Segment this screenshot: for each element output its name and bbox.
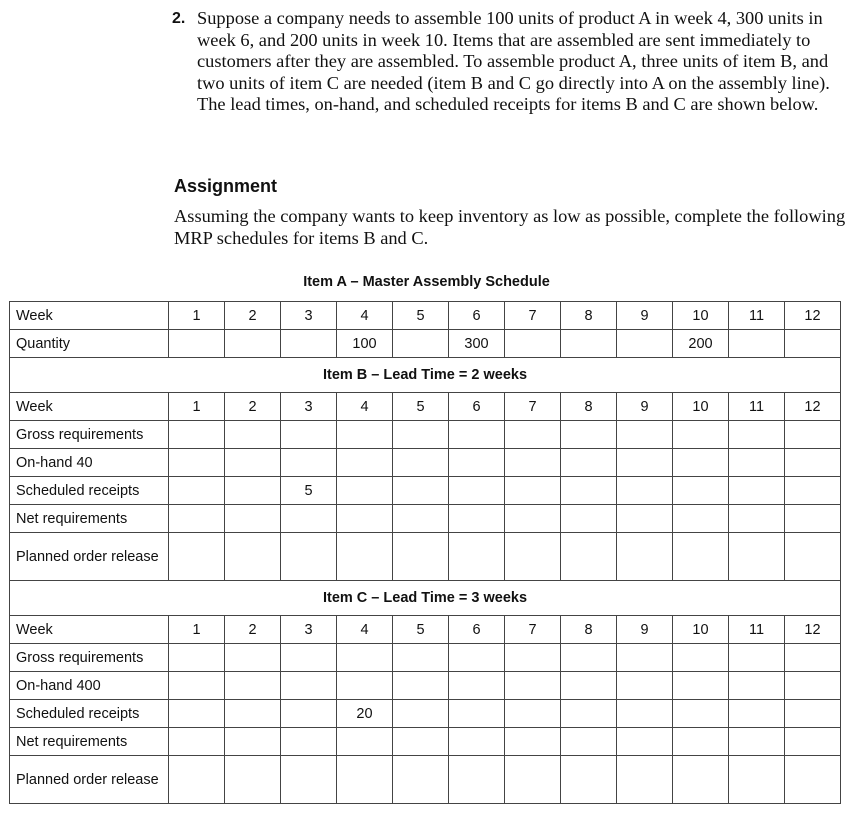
item-a-quantity-cell-week-8[interactable] — [561, 330, 617, 358]
item-b-onhand-cell-week-12[interactable] — [785, 449, 841, 477]
item-c-por-cell-week-4[interactable] — [337, 756, 393, 804]
item-b-scheduled-cell-week-1[interactable] — [169, 477, 225, 505]
item-b-gross-row — [10, 421, 841, 449]
item-b-title: Item B – Lead Time = 2 weeks — [10, 358, 841, 393]
item-c-week-label: Week — [10, 616, 169, 644]
item-b-por-row — [10, 533, 841, 581]
item-b-por-cell-week-11[interactable] — [729, 533, 785, 581]
item-c-gross-cell-week-12[interactable] — [785, 644, 841, 672]
item-c-por-cell-week-7[interactable] — [505, 756, 561, 804]
item-b-gross-cell-week-1[interactable] — [169, 421, 225, 449]
item-b-gross-cell-week-2[interactable] — [225, 421, 281, 449]
item-c-por-cell-week-8[interactable] — [561, 756, 617, 804]
problem-number: 2. — [172, 10, 186, 27]
item-b-net-cell-week-12[interactable] — [785, 505, 841, 533]
item-b-gross-cell-week-4[interactable] — [337, 421, 393, 449]
item-b-week-9: 9 — [617, 393, 673, 421]
item-c-week-10: 10 — [673, 616, 729, 644]
item-b-gross-cell-week-11[interactable] — [729, 421, 785, 449]
item-a-week-6: 6 — [449, 302, 505, 330]
item-b-week-label: Week — [10, 393, 169, 421]
item-b-onhand-cell-week-11[interactable] — [729, 449, 785, 477]
item-b-onhand-cell-week-3[interactable] — [281, 449, 337, 477]
item-b-week-3: 3 — [281, 393, 337, 421]
item-a-quantity-cell-week-2[interactable] — [225, 330, 281, 358]
item-c-onhand-cell-week-12[interactable] — [785, 672, 841, 700]
item-b-scheduled-cell-week-11[interactable] — [729, 477, 785, 505]
item-c-gross-cell-week-8[interactable] — [561, 644, 617, 672]
item-b-onhand-row — [10, 449, 841, 477]
item-a-week-row — [10, 302, 841, 330]
item-b-scheduled-cell-week-7[interactable] — [505, 477, 561, 505]
item-b-gross-cell-week-7[interactable] — [505, 421, 561, 449]
item-a-week-4: 4 — [337, 302, 393, 330]
item-b-por-cell-week-9[interactable] — [617, 533, 673, 581]
item-c-por-cell-week-6[interactable] — [449, 756, 505, 804]
item-c-por-label: Planned order release — [10, 756, 169, 804]
item-b-onhand-cell-week-2[interactable] — [225, 449, 281, 477]
item-c-week-6: 6 — [449, 616, 505, 644]
item-c-net-cell-week-9[interactable] — [617, 728, 673, 756]
item-b-por-label: Planned order release — [10, 533, 169, 581]
item-c-por-cell-week-5[interactable] — [393, 756, 449, 804]
item-c-title-row — [10, 581, 841, 616]
item-a-quantity-cell-week-5[interactable] — [393, 330, 449, 358]
item-c-onhand-cell-week-4[interactable] — [337, 672, 393, 700]
item-c-por-cell-week-11[interactable] — [729, 756, 785, 804]
item-b-onhand-cell-week-10[interactable] — [673, 449, 729, 477]
item-b-net-row — [10, 505, 841, 533]
item-c-scheduled-cell-week-9[interactable] — [617, 700, 673, 728]
item-b-week-1: 1 — [169, 393, 225, 421]
item-c-scheduled-cell-week-7[interactable] — [505, 700, 561, 728]
item-b-scheduled-label: Scheduled receipts — [10, 477, 169, 505]
item-c-week-4: 4 — [337, 616, 393, 644]
item-b-net-cell-week-7[interactable] — [505, 505, 561, 533]
item-a-week-5: 5 — [393, 302, 449, 330]
item-b-por-cell-week-10[interactable] — [673, 533, 729, 581]
item-b-week-7: 7 — [505, 393, 561, 421]
item-a-week-7: 7 — [505, 302, 561, 330]
item-b-gross-cell-week-5[interactable] — [393, 421, 449, 449]
item-c-week-7: 7 — [505, 616, 561, 644]
item-c-scheduled-cell-week-8[interactable] — [561, 700, 617, 728]
item-b-scheduled-cell-week-12[interactable] — [785, 477, 841, 505]
item-c-net-cell-week-8[interactable] — [561, 728, 617, 756]
item-b-gross-label: Gross requirements — [10, 421, 169, 449]
item-b-net-cell-week-11[interactable] — [729, 505, 785, 533]
item-c-scheduled-cell-week-2[interactable] — [225, 700, 281, 728]
item-b-gross-cell-week-6[interactable] — [449, 421, 505, 449]
item-c-onhand-cell-week-7[interactable] — [505, 672, 561, 700]
item-c-gross-cell-week-9[interactable] — [617, 644, 673, 672]
item-a-week-label: Week — [10, 302, 169, 330]
item-b-net-cell-week-4[interactable] — [337, 505, 393, 533]
item-c-por-row — [10, 756, 841, 804]
item-b-net-label: Net requirements — [10, 505, 169, 533]
item-b-gross-cell-week-12[interactable] — [785, 421, 841, 449]
item-c-week-12: 12 — [785, 616, 841, 644]
item-c-gross-cell-week-2[interactable] — [225, 644, 281, 672]
item-c-scheduled-cell-week-5[interactable] — [393, 700, 449, 728]
item-b-onhand-cell-week-9[interactable] — [617, 449, 673, 477]
item-a-title: Item A – Master Assembly Schedule — [303, 274, 550, 290]
item-a-quantity-row — [10, 330, 841, 358]
item-c-gross-cell-week-10[interactable] — [673, 644, 729, 672]
item-c-por-cell-week-12[interactable] — [785, 756, 841, 804]
item-b-gross-cell-week-8[interactable] — [561, 421, 617, 449]
item-b-por-cell-week-3[interactable] — [281, 533, 337, 581]
item-c-week-8: 8 — [561, 616, 617, 644]
item-a-week-2: 2 — [225, 302, 281, 330]
item-b-net-cell-week-8[interactable] — [561, 505, 617, 533]
item-c-net-cell-week-7[interactable] — [505, 728, 561, 756]
item-c-onhand-cell-week-8[interactable] — [561, 672, 617, 700]
item-c-scheduled-row — [10, 700, 841, 728]
item-b-onhand-cell-week-6[interactable] — [449, 449, 505, 477]
item-b-scheduled-cell-week-3[interactable]: 5 — [281, 477, 337, 505]
item-a-week-10: 10 — [673, 302, 729, 330]
item-b-gross-cell-week-9[interactable] — [617, 421, 673, 449]
item-b-gross-cell-week-3[interactable] — [281, 421, 337, 449]
item-a-quantity-cell-week-11[interactable] — [729, 330, 785, 358]
item-c-scheduled-cell-week-4[interactable]: 20 — [337, 700, 393, 728]
item-b-onhand-cell-week-5[interactable] — [393, 449, 449, 477]
item-c-gross-cell-week-4[interactable] — [337, 644, 393, 672]
item-b-net-cell-week-3[interactable] — [281, 505, 337, 533]
item-c-onhand-cell-week-2[interactable] — [225, 672, 281, 700]
item-c-por-cell-week-2[interactable] — [225, 756, 281, 804]
item-c-net-cell-week-11[interactable] — [729, 728, 785, 756]
item-b-gross-cell-week-10[interactable] — [673, 421, 729, 449]
item-b-onhand-label: On-hand 40 — [10, 449, 169, 477]
item-c-scheduled-label: Scheduled receipts — [10, 700, 169, 728]
item-c-title: Item C – Lead Time = 3 weeks — [10, 581, 841, 616]
item-c-onhand-cell-week-6[interactable] — [449, 672, 505, 700]
item-c-week-3: 3 — [281, 616, 337, 644]
item-c-scheduled-cell-week-6[interactable] — [449, 700, 505, 728]
item-b-por-cell-week-4[interactable] — [337, 533, 393, 581]
item-b-scheduled-cell-week-4[interactable] — [337, 477, 393, 505]
item-b-onhand-cell-week-8[interactable] — [561, 449, 617, 477]
item-c-net-cell-week-2[interactable] — [225, 728, 281, 756]
assignment-heading: Assignment — [174, 176, 278, 196]
item-b-por-cell-week-8[interactable] — [561, 533, 617, 581]
item-c-gross-cell-week-11[interactable] — [729, 644, 785, 672]
item-b-net-cell-week-2[interactable] — [225, 505, 281, 533]
item-c-net-label: Net requirements — [10, 728, 169, 756]
item-a-quantity-cell-week-9[interactable] — [617, 330, 673, 358]
item-a-week-9: 9 — [617, 302, 673, 330]
item-b-onhand-cell-week-4[interactable] — [337, 449, 393, 477]
item-b-por-cell-week-1[interactable] — [169, 533, 225, 581]
item-c-gross-cell-week-3[interactable] — [281, 644, 337, 672]
item-c-net-cell-week-3[interactable] — [281, 728, 337, 756]
item-c-onhand-cell-week-11[interactable] — [729, 672, 785, 700]
item-c-gross-cell-week-6[interactable] — [449, 644, 505, 672]
item-b-por-cell-week-12[interactable] — [785, 533, 841, 581]
item-b-por-cell-week-7[interactable] — [505, 533, 561, 581]
item-b-scheduled-cell-week-5[interactable] — [393, 477, 449, 505]
item-b-title-row — [10, 358, 841, 393]
item-c-net-cell-week-10[interactable] — [673, 728, 729, 756]
item-b-net-cell-week-5[interactable] — [393, 505, 449, 533]
item-b-scheduled-cell-week-10[interactable] — [673, 477, 729, 505]
item-c-gross-cell-week-5[interactable] — [393, 644, 449, 672]
item-a-quantity-cell-week-12[interactable] — [785, 330, 841, 358]
item-a-quantity-cell-week-6[interactable]: 300 — [449, 330, 505, 358]
item-b-por-cell-week-5[interactable] — [393, 533, 449, 581]
assignment-text: Assuming the company wants to keep inventory as low as possible, complete the following MRP schedules for items B and C. — [174, 206, 846, 248]
item-c-net-cell-week-5[interactable] — [393, 728, 449, 756]
problem-statement — [172, 8, 844, 116]
item-c-week-9: 9 — [617, 616, 673, 644]
item-c-net-cell-week-6[interactable] — [449, 728, 505, 756]
item-b-week-2: 2 — [225, 393, 281, 421]
mrp-table — [9, 301, 841, 804]
item-b-onhand-cell-week-7[interactable] — [505, 449, 561, 477]
item-b-net-cell-week-1[interactable] — [169, 505, 225, 533]
item-b-week-6: 6 — [449, 393, 505, 421]
item-b-week-8: 8 — [561, 393, 617, 421]
item-b-week-row — [10, 393, 841, 421]
item-a-quantity-label: Quantity — [10, 330, 169, 358]
item-b-net-cell-week-6[interactable] — [449, 505, 505, 533]
item-c-scheduled-cell-week-10[interactable] — [673, 700, 729, 728]
item-c-onhand-cell-week-5[interactable] — [393, 672, 449, 700]
item-c-net-cell-week-12[interactable] — [785, 728, 841, 756]
item-a-quantity-cell-week-4[interactable]: 100 — [337, 330, 393, 358]
item-c-por-cell-week-9[interactable] — [617, 756, 673, 804]
item-c-week-2: 2 — [225, 616, 281, 644]
item-b-week-12: 12 — [785, 393, 841, 421]
item-c-onhand-row — [10, 672, 841, 700]
item-c-gross-cell-week-7[interactable] — [505, 644, 561, 672]
item-a-week-11: 11 — [729, 302, 785, 330]
item-b-scheduled-cell-week-6[interactable] — [449, 477, 505, 505]
item-c-scheduled-cell-week-12[interactable] — [785, 700, 841, 728]
item-c-week-11: 11 — [729, 616, 785, 644]
item-b-por-cell-week-2[interactable] — [225, 533, 281, 581]
item-c-onhand-label: On-hand 400 — [10, 672, 169, 700]
item-a-quantity-cell-week-1[interactable] — [169, 330, 225, 358]
item-c-gross-row — [10, 644, 841, 672]
item-c-scheduled-cell-week-1[interactable] — [169, 700, 225, 728]
item-b-por-cell-week-6[interactable] — [449, 533, 505, 581]
problem-text: Suppose a company needs to assemble 100 units of product A in week 4, 300 units in week 6, and 200 units in week 10. Items that are assembled are sent immediately to customers after they are assembled. To assemble product A, three units of item B, and two units of item C are needed (item B and C go directly into A on the assembly line). The lead times, on-hand, and scheduled receipts for items B and C are shown below. — [197, 8, 830, 114]
item-c-por-cell-week-1[interactable] — [169, 756, 225, 804]
item-c-week-1: 1 — [169, 616, 225, 644]
item-b-scheduled-cell-week-8[interactable] — [561, 477, 617, 505]
item-a-week-1: 1 — [169, 302, 225, 330]
item-c-week-5: 5 — [393, 616, 449, 644]
item-b-net-cell-week-9[interactable] — [617, 505, 673, 533]
item-c-onhand-cell-week-3[interactable] — [281, 672, 337, 700]
item-b-onhand-cell-week-1[interactable] — [169, 449, 225, 477]
item-c-gross-label: Gross requirements — [10, 644, 169, 672]
item-b-scheduled-cell-week-2[interactable] — [225, 477, 281, 505]
item-c-scheduled-cell-week-11[interactable] — [729, 700, 785, 728]
item-c-onhand-cell-week-10[interactable] — [673, 672, 729, 700]
item-b-scheduled-cell-week-9[interactable] — [617, 477, 673, 505]
item-c-por-cell-week-10[interactable] — [673, 756, 729, 804]
item-b-week-10: 10 — [673, 393, 729, 421]
item-a-quantity-cell-week-3[interactable] — [281, 330, 337, 358]
item-b-scheduled-row — [10, 477, 841, 505]
item-c-net-row — [10, 728, 841, 756]
item-c-onhand-cell-week-9[interactable] — [617, 672, 673, 700]
item-c-gross-cell-week-1[interactable] — [169, 644, 225, 672]
item-c-por-cell-week-3[interactable] — [281, 756, 337, 804]
item-b-net-cell-week-10[interactable] — [673, 505, 729, 533]
item-c-scheduled-cell-week-3[interactable] — [281, 700, 337, 728]
item-b-week-4: 4 — [337, 393, 393, 421]
item-a-week-3: 3 — [281, 302, 337, 330]
item-a-quantity-cell-week-10[interactable]: 200 — [673, 330, 729, 358]
item-a-week-8: 8 — [561, 302, 617, 330]
item-c-net-cell-week-1[interactable] — [169, 728, 225, 756]
item-a-quantity-cell-week-7[interactable] — [505, 330, 561, 358]
item-c-week-row — [10, 616, 841, 644]
item-b-week-11: 11 — [729, 393, 785, 421]
item-c-net-cell-week-4[interactable] — [337, 728, 393, 756]
item-c-onhand-cell-week-1[interactable] — [169, 672, 225, 700]
item-a-week-12: 12 — [785, 302, 841, 330]
item-b-week-5: 5 — [393, 393, 449, 421]
